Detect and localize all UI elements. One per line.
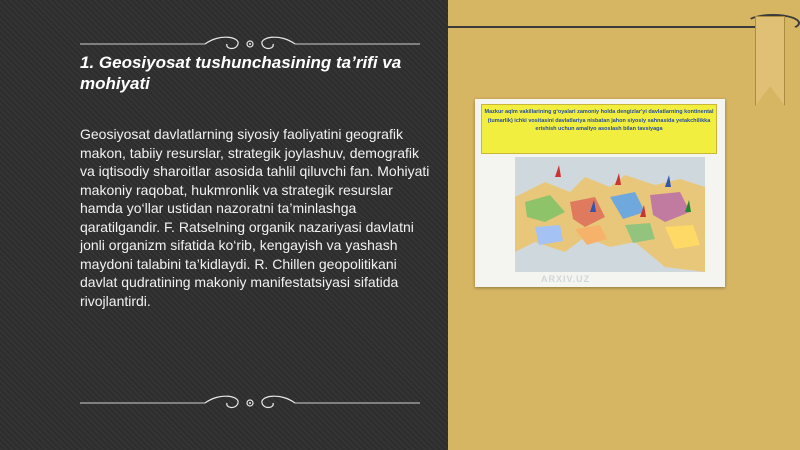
top-rule [448, 26, 768, 28]
slide-title: 1. Geosiyosat tushunchasining ta’rifi va mohiyati [80, 53, 402, 93]
watermark: ARXIV.UZ [541, 274, 591, 284]
bottom-ornament-divider [80, 392, 420, 414]
world-map-illustration [515, 157, 705, 272]
map-image [475, 99, 725, 287]
slide-body-text: Geosiyosat davlatlarning siyosiy faoliyatini geografik makon, tabiiy resurslar, strategik joylashuv, demografik va iqtisodiy sharoitlar asosida tahlil qiluvchi fan. Mohiyati makoniy raqobat, hukmronlik va strategik resurslar hamda yo‘llar ustidan nazoratni ta’minlashga qaratilgandir. F. Ratselning organik nazariyasi davlatni jonli organizm sifatida ko‘rib, kengayish va yashash maydoni talabini ta’kidlaydi. R. Chillen geopolitikani davlat qudratining makoniy manifestatsiyasi sifatida rivojlantirdi. [80, 126, 430, 309]
map-caption: Mazkur aqlm vakillarining g‘oyalari zamoniy holda dengizlar'yi davlatlarning kontinental (tumarlik) ichki vositasini davlatlariya nisbatan jahon siyosiy sahnasida yetakchilikka erishish uchun amaliyo asoslash bilan tavsiyaga [481, 104, 717, 154]
